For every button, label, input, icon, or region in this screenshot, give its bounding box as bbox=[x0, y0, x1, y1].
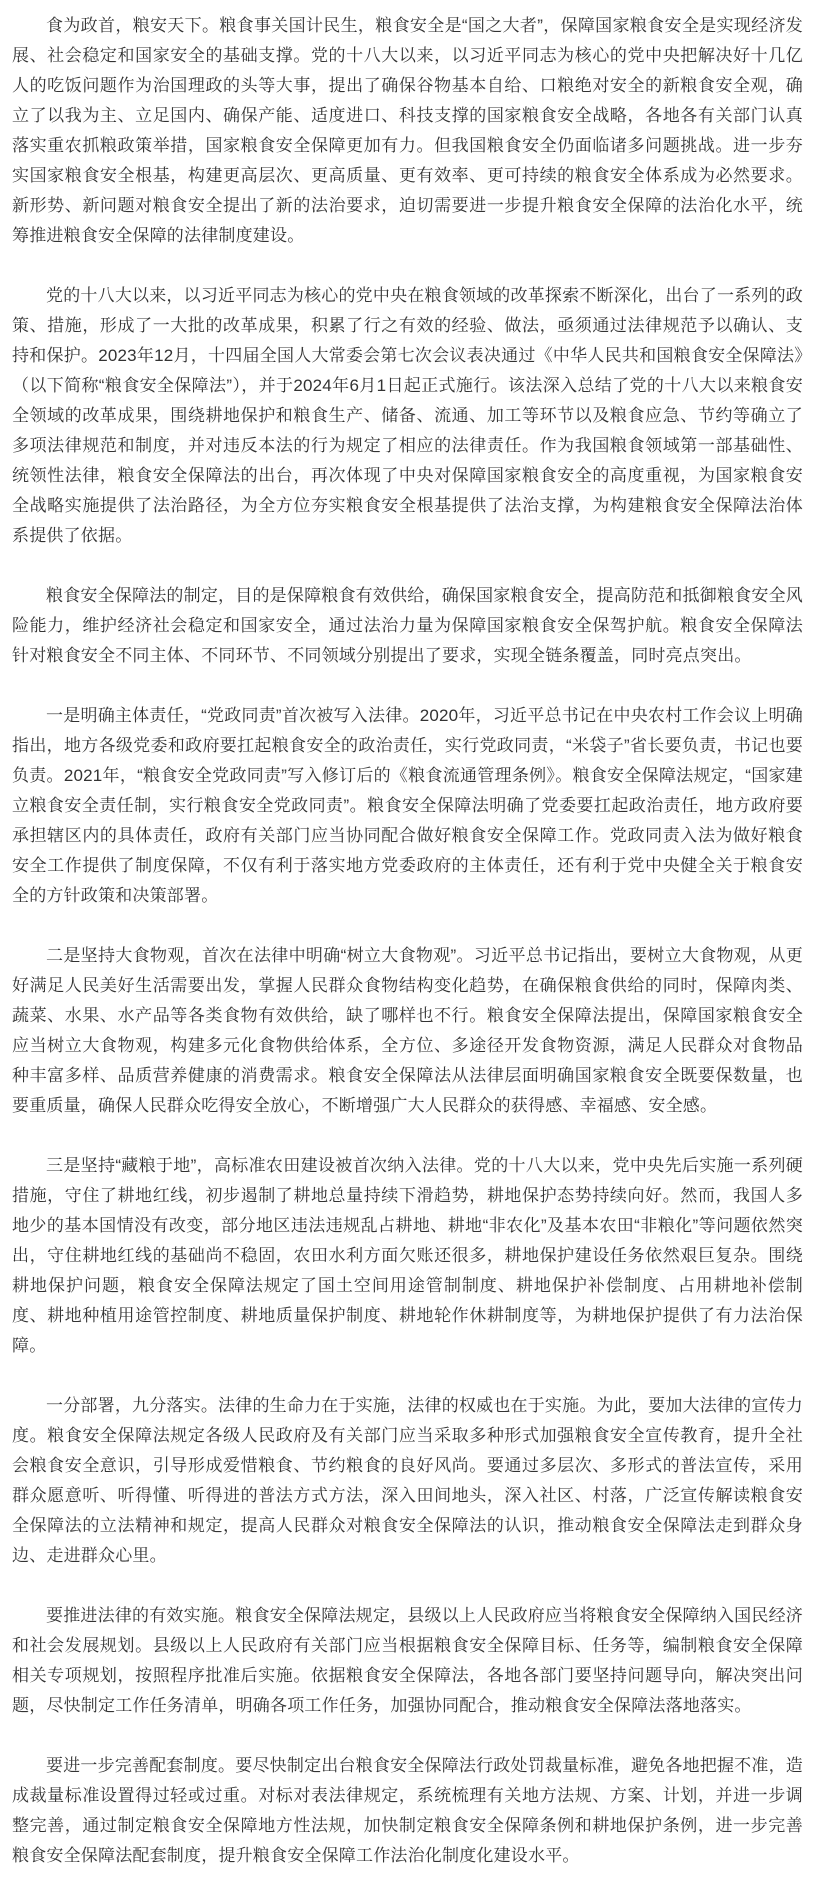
paragraph-law-passage: 党的十八大以来，以习近平同志为核心的党中央在粮食领域的改革探索不断深化，出台了一系列的政策、措施，形成了一大批的改革成果，积累了行之有效的经验、做法，亟须通过法律规范予以确认、支持和保护。2023年12月，十四届全国人大常委会第七次会议表决通过《中华人民共和国粮食安全保障法》（以下简称“粮食安全保障法”），并于2024年6月1日起正式施行。该法深入总结了党的十八大以来粮食安全领域的改革成果，围绕耕地保护和粮食生产、储备、流通、加工等环节以及粮食应急、节约等确立了多项法律规范和制度，并对违反本法的行为规定了相应的法律责任。作为我国粮食领域第一部基础性、统领性法律，粮食安全保障法的出台，再次体现了中央对保障国家粮食安全的高度重视，为国家粮食安全战略实施提供了法治路径，为全方位夯实粮食安全根基提供了法治支撑，为构建粮食安全保障法治体系提供了依据。 bbox=[12, 286, 803, 545]
paragraph-point-two: 二是坚持大食物观，首次在法律中明确“树立大食物观”。习近平总书记指出，要树立大食物观，从更好满足人民美好生活需要出发，掌握人民群众食物结构变化趋势，在确保粮食供给的同时，保障肉类、蔬菜、水果、水产品等各类食物有效供给，缺了哪样也不行。粮食安全保障法提出，保障国家粮食安全应当树立大食物观，构建多元化食物供给体系，全方位、多途径开发食物资源，满足人民群众对食物品种丰富多样、品质营养健康的消费需求。粮食安全保障法从法律层面明确国家粮食安全既要保数量，也要重质量，确保人民群众吃得安全放心，不断增强广大人民群众的获得感、幸福感、安全感。 bbox=[12, 946, 803, 1115]
paragraph-point-one: 一是明确主体责任，“党政同责”首次被写入法律。2020年，习近平总书记在中央农村工作会议上明确指出，地方各级党委和政府要扛起粮食安全的政治责任，实行党政同责，“米袋子”省长要负责，书记也要负责。2021年，“粮食安全党政同责”写入修订后的《粮食流通管理条例》。粮食安全保障法规定，“国家建立粮食安全责任制，实行粮食安全党政同责”。粮食安全保障法明确了党委要扛起政治责任，地方政府要承担辖区内的具体责任，政府有关部门应当协同配合做好粮食安全保障工作。党政同责入法为做好粮食安全工作提供了制度保障，不仅有利于落实地方党委政府的主体责任，还有利于党中央健全关于粮食安全的方针政策和决策部署。 bbox=[12, 706, 803, 905]
paragraph-law-purpose: 粮食安全保障法的制定，目的是保障粮食有效供给，确保国家粮食安全，提高防范和抵御粮食安全风险能力，维护经济社会稳定和国家安全，通过法治力量为保障国家粮食安全保驾护航。粮食安全保障法针对粮食安全不同主体、不同环节、不同领域分别提出了要求，实现全链条覆盖，同时亮点突出。 bbox=[12, 586, 803, 665]
paragraph-publicity: 一分部署，九分落实。法律的生命力在于实施，法律的权威也在于实施。为此，要加大法律的宣传力度。粮食安全保障法规定各级人民政府及有关部门应当采取多种形式加强粮食安全宣传教育，提升全社会粮食安全意识，引导形成爱惜粮食、节约粮食的良好风尚。要通过多层次、多形式的普法宣传，采用群众愿意听、听得懂、听得进的普法方式方法，深入田间地头，深入社区、村落，广泛宣传解读粮食安全保障法的立法精神和规定，提高人民群众对粮食安全保障法的认识，推动粮食安全保障法走到群众身边、走进群众心里。 bbox=[12, 1396, 803, 1565]
paragraph-intro: 食为政首，粮安天下。粮食事关国计民生，粮食安全是“国之大者”，保障国家粮食安全是实现经济发展、社会稳定和国家安全的基础支撑。党的十八大以来，以习近平同志为核心的党中央把解决好十几亿人的吃饭问题作为治国理政的头等大事，提出了确保谷物基本自给、口粮绝对安全的新粮食安全观，确立了以我为主、立足国内、确保产能、适度进口、科技支撑的国家粮食安全战略，各地各有关部门认真落实重农抓粮政策举措，国家粮食安全保障更加有力。但我国粮食安全仍面临诸多问题挑战。进一步夯实国家粮食安全根基，构建更高层次、更高质量、更有效率、更可持续的粮食安全体系成为必然要求。新形势、新问题对粮食安全提出了新的法治要求，迫切需要进一步提升粮食安全保障的法治化水平，统筹推进粮食安全保障的法律制度建设。 bbox=[12, 16, 803, 245]
paragraph-implementation: 要推进法律的有效实施。粮食安全保障法规定，县级以上人民政府应当将粮食安全保障纳入国民经济和社会发展规划。县级以上人民政府有关部门应当根据粮食安全保障目标、任务等，编制粮食安全保障相关专项规划，按照程序批准后实施。依据粮食安全保障法，各地各部门要坚持问题导向，解决突出问题，尽快制定工作任务清单，明确各项工作任务，加强协同配合，推动粮食安全保障法落地落实。 bbox=[12, 1606, 803, 1715]
paragraph-supporting-systems: 要进一步完善配套制度。要尽快制定出台粮食安全保障法行政处罚裁量标准，避免各地把握不准，造成裁量标准设置得过轻或过重。对标对表法律规定，系统梳理有关地方法规、方案、计划，并进一步调整完善，通过制定粮食安全保障地方性法规，加快制定粮食安全保障条例和耕地保护条例，进一步完善粮食安全保障法配套制度，提升粮食安全保障工作法治化制度化建设水平。 bbox=[12, 1756, 803, 1865]
paragraph-point-three: 三是坚持“藏粮于地”，高标准农田建设被首次纳入法律。党的十八大以来，党中央先后实施一系列硬措施，守住了耕地红线，初步遏制了耕地总量持续下滑趋势，耕地保护态势持续向好。然而，我国人多地少的基本国情没有改变，部分地区违法违规乱占耕地、耕地“非农化”及基本农田“非粮化”等问题依然突出，守住耕地红线的基础尚不稳固，农田水利方面欠账还很多，耕地保护建设任务依然艰巨复杂。围绕耕地保护问题，粮食安全保障法规定了国土空间用途管制制度、耕地保护补偿制度、占用耕地补偿制度、耕地种植用途管控制度、耕地质量保护制度、耕地轮作休耕制度等，为耕地保护提供了有力法治保障。 bbox=[12, 1156, 803, 1355]
